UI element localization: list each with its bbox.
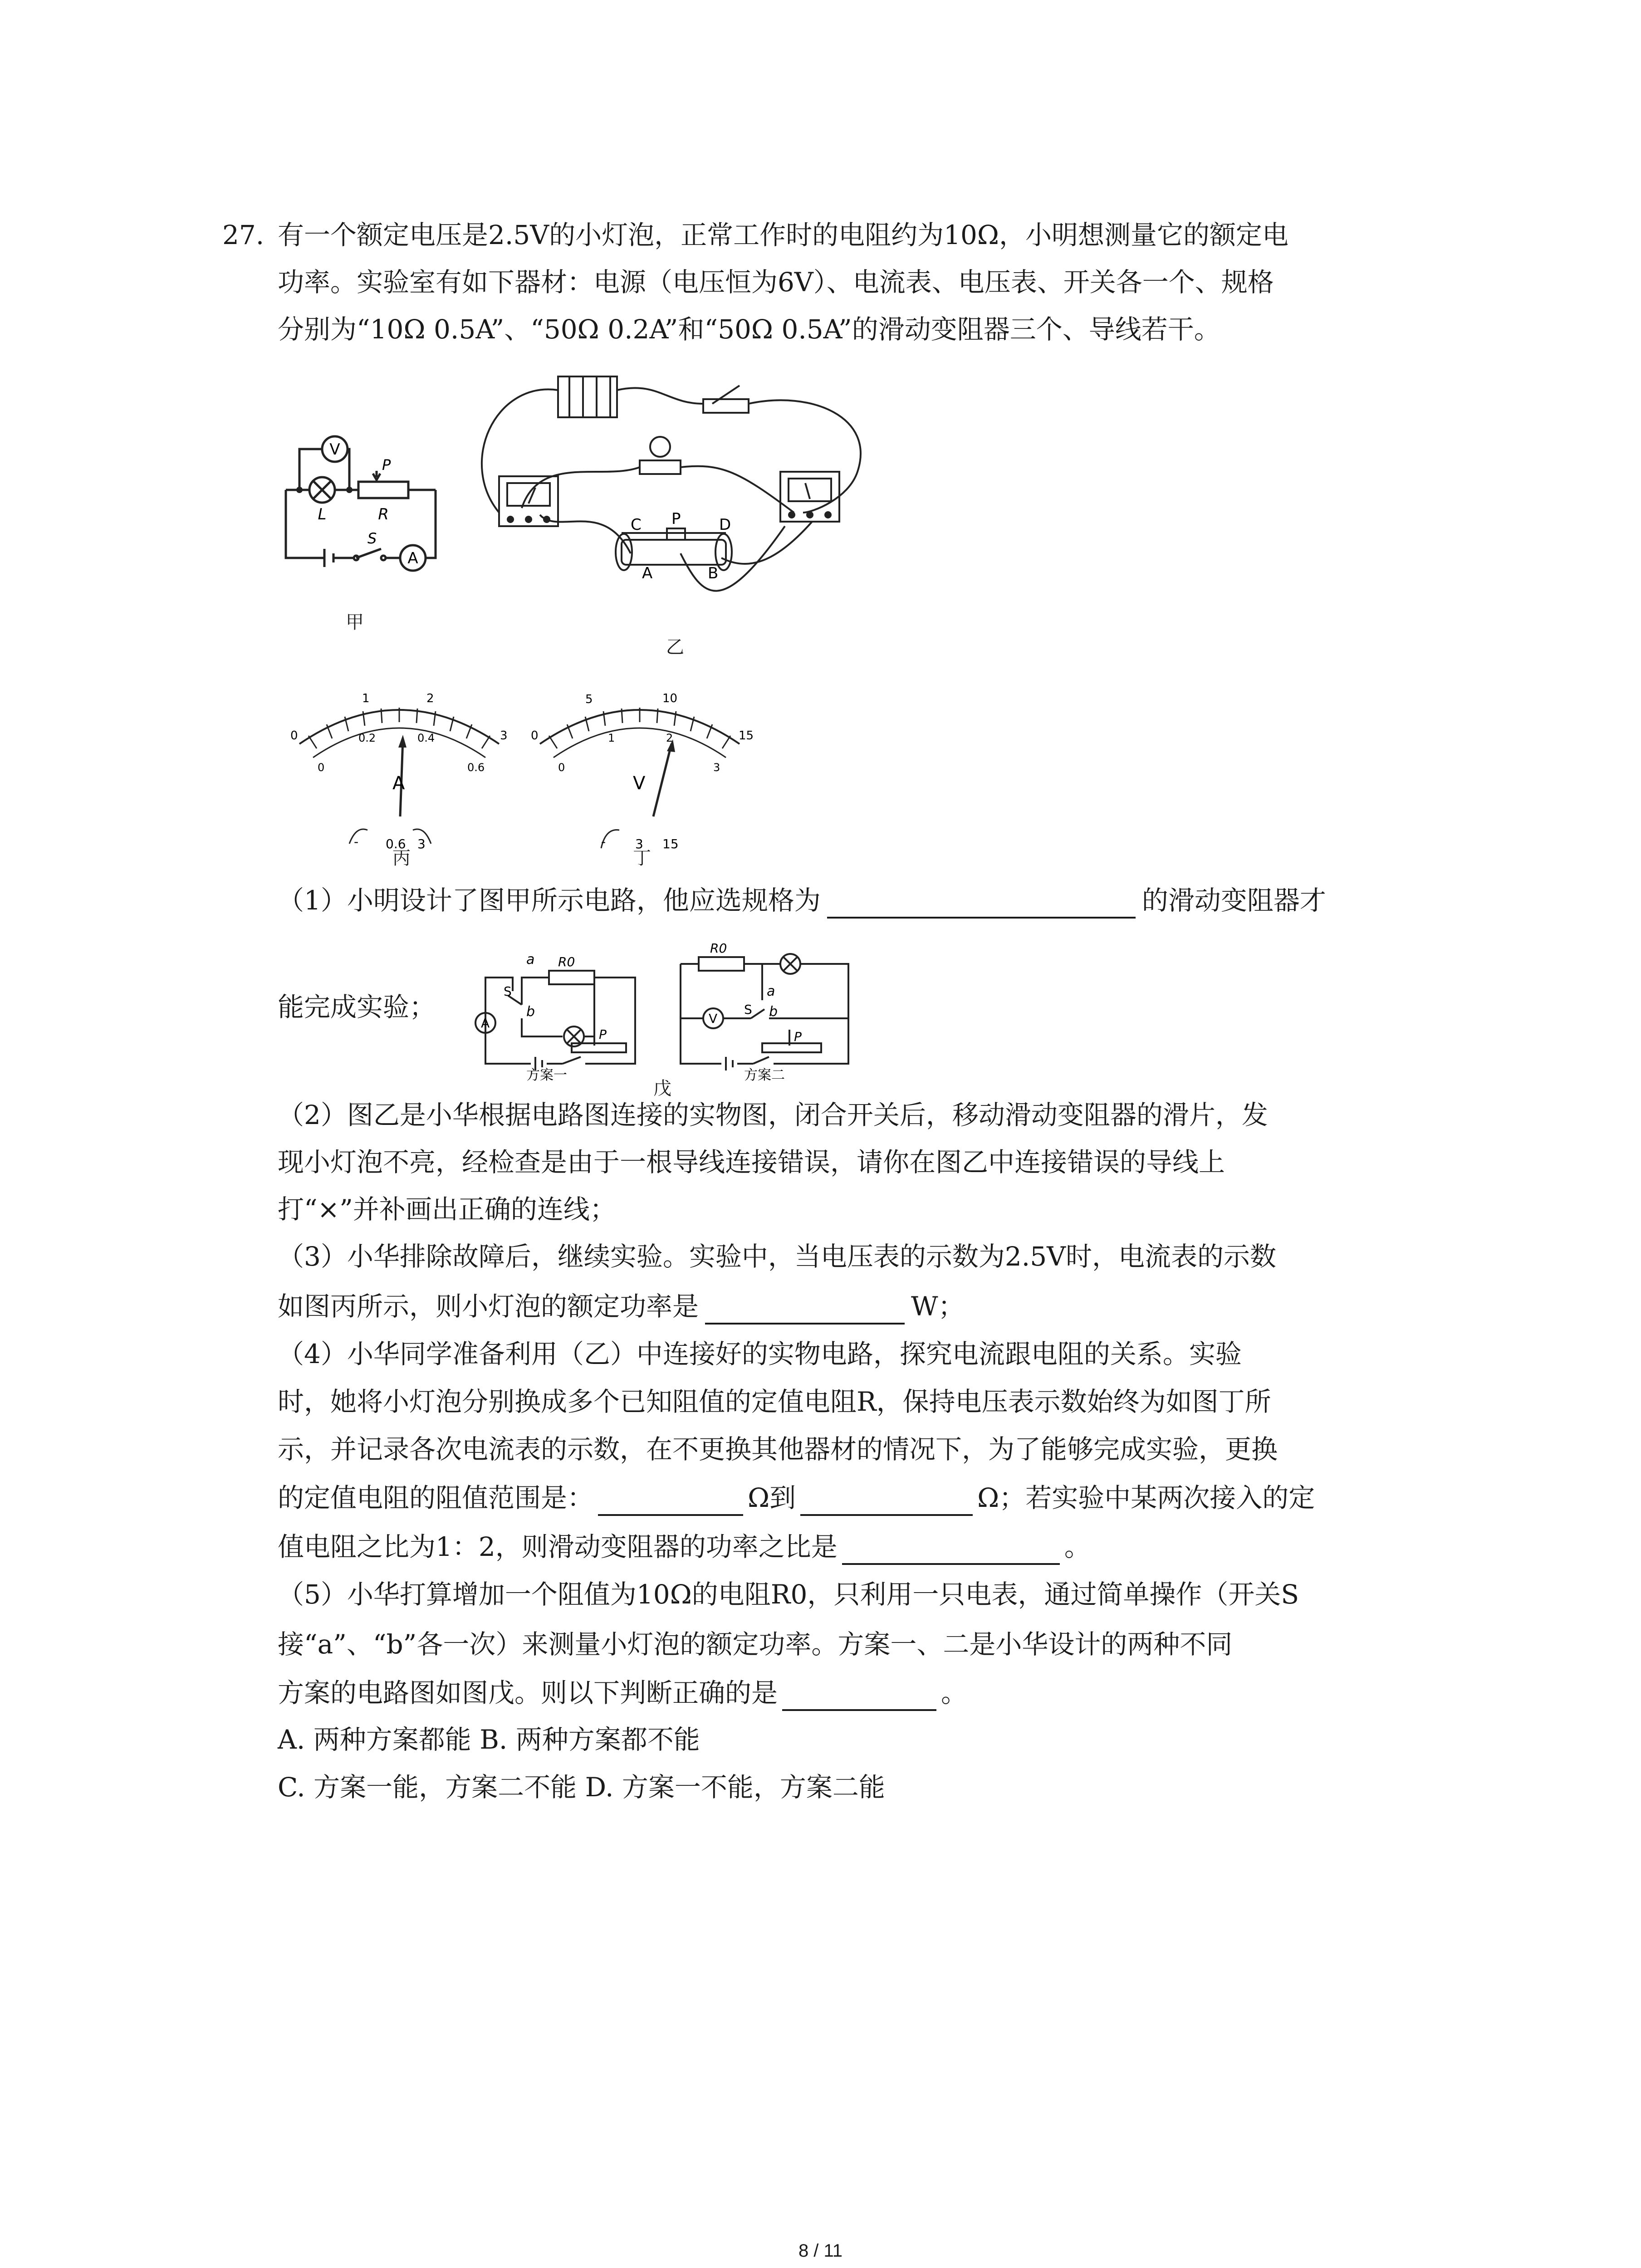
plan2-label-s: S bbox=[744, 1002, 752, 1017]
part5-options-2: C. 方案一能，方案二不能 D. 方案一不能，方案二能 bbox=[278, 1772, 885, 1803]
figure-yi-apparatus bbox=[467, 363, 885, 644]
part1-text-before: （1）小明设计了图甲所示电路，他应选规格为 bbox=[278, 885, 821, 916]
ammeter-terminal-neg: - bbox=[354, 834, 359, 849]
plan2-caption: 方案二 bbox=[744, 1067, 785, 1082]
part5-text-a: 方案的电路图如图戊。则以下判断正确的是 bbox=[278, 1677, 778, 1708]
terminal-a: A bbox=[642, 564, 653, 582]
figure-ding-voltmeter bbox=[522, 667, 758, 862]
plan1-label-b: b bbox=[526, 1004, 535, 1020]
ammeter-top-tick-2: 2 bbox=[426, 692, 434, 705]
voltmeter-terminal-neg: - bbox=[601, 834, 606, 849]
part4-line-3: 示，并记录各次电流表的示数，在不更换其他器材的情况下，为了能够完成实验，更换 bbox=[278, 1434, 1278, 1465]
apparatus-drawing-yi bbox=[467, 363, 885, 644]
plan1-label-a: a bbox=[526, 952, 535, 968]
part5-line-2: 接“a”、“b”各一次）来测量小灯泡的额定功率。方案一、二是小华设计的两种不同 bbox=[278, 1629, 1233, 1660]
part3-text-before: 如图丙所示，则小灯泡的额定功率是 bbox=[278, 1291, 699, 1322]
figure-wu-plan1 bbox=[458, 932, 658, 1082]
terminal-c: C bbox=[631, 516, 642, 534]
ammeter-top-tick-3: 3 bbox=[500, 729, 508, 743]
terminal-b: B bbox=[708, 564, 719, 582]
part4-text-c: Ω；若实验中某两次接入的定 bbox=[977, 1482, 1315, 1513]
part4-line-1: （4）小华同学准备利用（乙）中连接好的实物电路，探究电流跟电阻的关系。实验 bbox=[278, 1339, 1242, 1369]
circuit-diagram-jia bbox=[277, 426, 449, 617]
ammeter-bottom-tick-1: 0.2 bbox=[358, 732, 376, 744]
figure-wu-caption: 戊 bbox=[653, 1078, 671, 1099]
voltmeter-bottom-tick-3: 3 bbox=[713, 761, 720, 774]
part5-options-1: A. 两种方案都能 B. 两种方案都不能 bbox=[278, 1724, 700, 1755]
voltmeter-top-tick-3: 15 bbox=[739, 729, 754, 743]
plan1-label-s: S bbox=[504, 984, 512, 999]
part5-text-b: 。 bbox=[941, 1677, 968, 1708]
figure-ding-caption: 丁 bbox=[633, 848, 651, 869]
intro-line-1: 有一个额定电压是2.5V的小灯泡，正常工作时的电阻约为10Ω，小明想测量它的额定电 bbox=[278, 220, 1289, 250]
voltmeter-bottom-tick-0: 0 bbox=[558, 761, 565, 774]
figure-bing-ammeter bbox=[281, 667, 517, 862]
intro-line-3: 分别为“10Ω 0.5A”、“50Ω 0.2A”和“50Ω 0.5A”的滑动变阻器三个、导线若干。 bbox=[278, 314, 1220, 345]
voltmeter-label: V bbox=[329, 440, 340, 459]
voltmeter-top-tick-2: 10 bbox=[662, 692, 678, 705]
part4-line-2: 时，她将小灯泡分别换成多个已知阻值的定值电阻R，保持电压表示数始终为如图丁所 bbox=[278, 1386, 1271, 1417]
answer-blank-1[interactable] bbox=[827, 889, 1136, 919]
voltmeter-bottom-tick-1: 1 bbox=[608, 732, 615, 744]
part1-text-after: 的滑动变阻器才 bbox=[1141, 885, 1326, 916]
part4-line-5 bbox=[278, 1529, 1091, 1565]
answer-blank-4b[interactable] bbox=[800, 1486, 973, 1516]
voltmeter-terminal-15: 15 bbox=[662, 836, 679, 851]
plan2-label-r0: R0 bbox=[710, 941, 727, 956]
rheostat-label: R bbox=[378, 505, 389, 523]
part2-line-2: 现小灯泡不亮，经检查是由于一根导线连接错误，请你在图乙中连接错误的导线上 bbox=[278, 1147, 1225, 1178]
ammeter-label: A bbox=[407, 549, 418, 567]
plan2-voltmeter-label: V bbox=[709, 1011, 718, 1026]
ammeter-terminal-3: 3 bbox=[417, 836, 426, 851]
voltmeter-terminal-3: 3 bbox=[635, 836, 643, 851]
plan1-label-p: P bbox=[599, 1027, 607, 1042]
plan1-ammeter-label: A bbox=[481, 1016, 490, 1031]
ammeter-top-tick-1: 1 bbox=[362, 692, 370, 705]
part4-text-e: 。 bbox=[1064, 1531, 1091, 1562]
answer-blank-4a[interactable] bbox=[598, 1486, 743, 1516]
figure-jia-caption: 甲 bbox=[346, 612, 364, 633]
plan1-caption: 方案一 bbox=[526, 1067, 567, 1082]
part5-line-3 bbox=[278, 1675, 967, 1711]
question-number: 27. bbox=[222, 220, 265, 250]
ammeter-bottom-tick-3: 0.6 bbox=[467, 761, 485, 774]
page-number: 8 / 11 bbox=[798, 2241, 843, 2261]
voltmeter-top-tick-0: 0 bbox=[531, 729, 539, 743]
figure-jia-circuit bbox=[277, 426, 449, 617]
lamp-label: L bbox=[318, 505, 327, 523]
answer-blank-5[interactable] bbox=[782, 1681, 936, 1711]
circuit-plan1 bbox=[458, 932, 658, 1082]
part2-line-1: （2）图乙是小华根据电路图连接的实物图，闭合开关后，移动滑动变阻器的滑片，发 bbox=[278, 1100, 1268, 1130]
terminal-p: P bbox=[671, 510, 681, 528]
plan1-label-r0: R0 bbox=[558, 954, 575, 969]
plan2-label-b: b bbox=[769, 1004, 778, 1020]
part3-line-1: （3）小华排除故障后，继续实验。实验中，当电压表的示数为2.5V时，电流表的示数 bbox=[278, 1241, 1277, 1272]
part4-text-a: 的定值电阻的阻值范围是： bbox=[278, 1482, 594, 1513]
figure-yi-caption: 乙 bbox=[666, 637, 684, 658]
voltmeter-dial bbox=[522, 667, 758, 862]
terminal-d: D bbox=[719, 516, 731, 534]
part4-text-b: Ω到 bbox=[748, 1482, 796, 1513]
figure-wu-plan2 bbox=[671, 932, 862, 1082]
voltmeter-top-tick-1: 5 bbox=[585, 693, 593, 706]
ammeter-dial bbox=[281, 667, 517, 862]
part5-line-1: （5）小华打算增加一个阻值为10Ω的电阻R0，只利用一只电表，通过简单操作（开关S bbox=[278, 1579, 1299, 1610]
ammeter-terminal-06: 0.6 bbox=[386, 836, 406, 851]
part4-text-d: 值电阻之比为1：2，则滑动变阻器的功率之比是 bbox=[278, 1531, 838, 1562]
part2-line-3: 打“×”并补画出正确的连线； bbox=[278, 1194, 616, 1225]
intro-line-2: 功率。实验室有如下器材：电源（电压恒为6V）、电流表、电压表、开关各一个、规格 bbox=[278, 267, 1274, 298]
switch-label: S bbox=[367, 530, 377, 547]
voltmeter-dial-label: V bbox=[633, 773, 646, 794]
ammeter-top-tick-0: 0 bbox=[290, 729, 298, 743]
plan2-label-a: a bbox=[767, 983, 775, 999]
figure-bing-caption: 丙 bbox=[392, 848, 411, 869]
part1-line-2: 能完成实验； bbox=[278, 992, 436, 1022]
part3-text-after: W； bbox=[911, 1291, 965, 1322]
part4-line-4 bbox=[278, 1480, 1315, 1516]
voltmeter-bottom-tick-2: 2 bbox=[666, 732, 673, 744]
part3-line-2 bbox=[278, 1288, 965, 1325]
answer-blank-4c[interactable] bbox=[842, 1535, 1060, 1565]
ammeter-bottom-tick-2: 0.4 bbox=[417, 732, 435, 744]
part1-line-1 bbox=[278, 882, 1326, 919]
answer-blank-3[interactable] bbox=[705, 1295, 905, 1325]
plan2-label-p: P bbox=[794, 1029, 802, 1044]
slider-label: P bbox=[382, 456, 391, 474]
ammeter-bottom-tick-0: 0 bbox=[318, 761, 325, 774]
circuit-plan2 bbox=[671, 932, 862, 1082]
ammeter-dial-label: A bbox=[392, 773, 405, 794]
